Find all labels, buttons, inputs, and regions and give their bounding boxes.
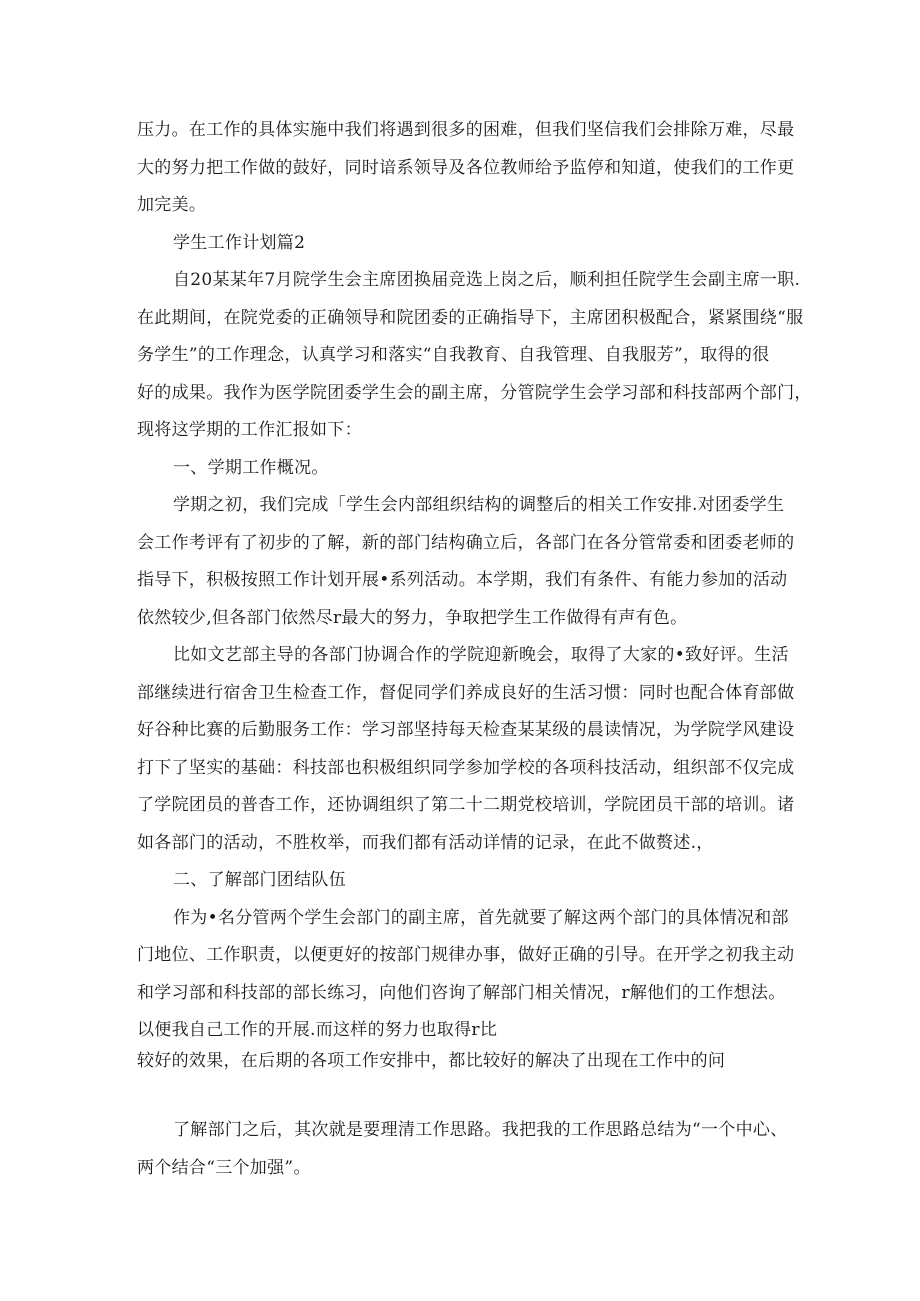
paragraph-line: 作为•名分管两个学生会部门的副主席，首先就要了解这两个部门的具体情况和部: [173, 908, 789, 928]
paragraph-line: 部继续进行宿舍卫生检查工作，督促同学们养成良好的生活习惯：同时也配合体育部做: [137, 683, 795, 703]
section-heading: 二、了解部门团结队伍: [173, 870, 346, 890]
paragraph-line: 现将这学期的工作汇报如下：: [137, 420, 362, 440]
paragraph-line: 了解部门之后，其次就是要理清工作思路。我把我的工作思路总结为“一个中心、: [173, 1120, 788, 1140]
paragraph-line: 依然较少,但各部门依然尽r最大的努力，争取把学生工作做得有声有色。: [137, 608, 688, 628]
paragraph-line: 好的成果。我作为医学院团委学生会的副主席，分管院学生会学习部和科技部两个部门，: [137, 383, 812, 403]
paragraph-line: 大的努力把工作做的鼓好，同时谙系领导及各位教师给予监停和知道，使我们的工作更: [137, 158, 795, 178]
paragraph-line: 务学生”的工作理念，认真学习和落实“自我教育、自我管理、自我服芳”，取得的很: [137, 345, 770, 365]
section-title: 学生工作计划篇2: [173, 233, 306, 253]
paragraph-line: 在此期间，在院党委的正确领导和院团委的正确指导下，主席团积极配合，紧紧围绕“服: [137, 308, 804, 328]
paragraph-line: 较好的效果，在后期的各项工作安排中，都比较好的解决了出现在工作中的问: [137, 1051, 726, 1071]
paragraph-line: 和学习部和科技部的部长练习，向他们咨询了解部门相关情况，r解他们的工作想法。: [137, 983, 786, 1003]
paragraph-line: 指导下，积极按照工作计划开展•系列活动。本学期，我们有条件、有能力参加的活动: [137, 570, 788, 590]
paragraph-line: 自20某某年7月院学生会主席团换届竞选上岗之后，顺利担任院学生会副主席一职.: [173, 270, 801, 290]
paragraph-line: 会工作考评有了初步的了解，新的部门结构确立后，各部门在各分管常委和团委老师的: [137, 533, 795, 553]
paragraph-line: 两个结合“三个加强”。: [137, 1158, 311, 1178]
paragraph-line: 打下了坚实的基础：科技部也积极组织同学参加学校的各项科技活动，组织部不仅完成: [137, 758, 795, 778]
paragraph-line: 压力。在工作的具体实施中我们将遇到很多的困难，但我们坚信我们会排除万难，尽最: [137, 120, 795, 140]
paragraph-line: 加完美。: [137, 195, 207, 215]
paragraph-line: 学期之初，我们完成「学生会内部组织结构的调整后的相关工作安排.对团委学生: [173, 495, 785, 515]
paragraph-line: 如各部门的活动，不胜枚举，而我们都有活动详情的记录，在此不做赘述.，: [137, 833, 714, 853]
paragraph-line: 好谷种比赛的后勤服务工作：学习部坚持每天检查某某级的晨读情况，为学院学风建设: [137, 720, 795, 740]
paragraph-line: 比如文艺部主导的各部门协调合作的学院迎新晚会，取得了大家的•致好评。生活: [173, 645, 789, 665]
paragraph-line: 以便我自己工作的开展.而这样的努力也取得r比: [137, 1020, 498, 1040]
paragraph-line: 了学院团员的普杳工作，还协调组织了第二十二期党校培训，学院团员干部的培训。诸: [137, 795, 795, 815]
paragraph-line: 门地位、工作职责，以便更好的按部门规律办事，做好正确的引导。在开学之初我主动: [137, 945, 795, 965]
section-heading: 一、学期工作概况。: [173, 458, 329, 478]
